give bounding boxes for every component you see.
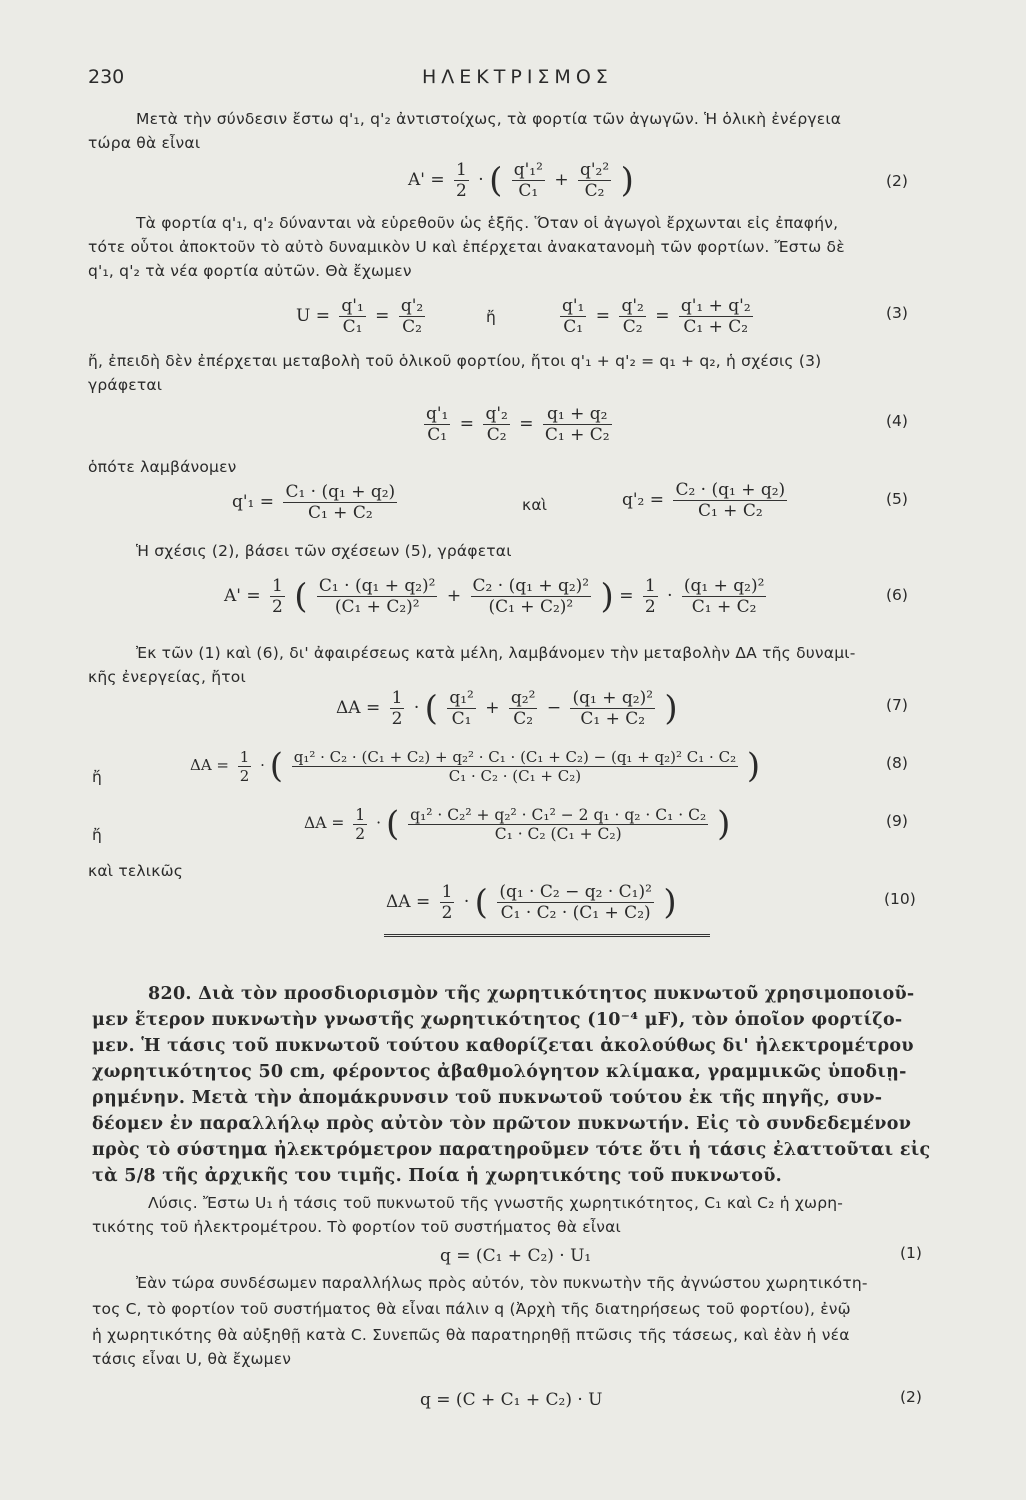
eq-lhs: A' = <box>408 170 445 190</box>
text-line: τος C, τὸ φορτίον τοῦ συστήματος θὰ εἶναι πάλιν q (Ἀρχὴ τῆς διατηρήσεως τοῦ φορτίου), ἐνῷ <box>92 1300 851 1318</box>
text-line: Ἡ σχέσις (2), βάσει τῶν σχέσεων (5), γράφεται <box>136 542 512 560</box>
fraction: $\frac{\text{q'₂}}{\text{C₂}}$ <box>400 296 424 337</box>
text-line: Ἐκ τῶν (1) καὶ (6), δι' ἀφαιρέσεως κατὰ μέλη, λαμβάνομεν τὴν μεταβολὴν ΔΑ τῆς δυναμι- <box>136 644 856 662</box>
equation-7: ΔA = $\frac{1}{2}$ · ( $\frac{\text{q₁²}}{\text{C₁}}$ + $\frac{\text{q₂²}}{\text{C₂}}$ − $\frac{\text{(q₁ + q₂)²}}{\text{C₁ + C₂}}$ ) <box>336 688 678 729</box>
equation-9: ΔA = $\frac{1}{2}$ · ( $\frac{\text{q₁² · C₂² + q₂² · C₁² − 2 q₁ · q₂ · C₁ · C₂}}{\text{C₁ · C₂ (C₁ + C₂)}}$ ) <box>304 804 731 844</box>
result-underline <box>384 934 710 937</box>
text-line: καὶ τελικῶς <box>88 862 184 880</box>
text-line: κῆς ἐνεργείας, ἤτοι <box>88 668 246 686</box>
fraction: $\frac{\text{q'₂}}{\text{C₂}}$ <box>485 404 508 445</box>
fraction: $\frac{\text{q'₁}}{\text{C₁}}$ <box>426 404 449 445</box>
connector-text: ἤ <box>92 826 103 844</box>
running-title: ΗΛΕΚΤΡΙΣΜΟΣ <box>422 66 613 88</box>
text-line: ὁπότε λαμβάνομεν <box>88 458 237 476</box>
equation-2: A' = $\frac{1}{2}$ · ( $\frac{\text{q'₁²}}{\text{C₁}}$ + $\frac{\text{q'₂²}}{\text{C₂}}$ ) <box>408 160 634 201</box>
text-line: ἤ, ἐπειδὴ δὲν ἐπέρχεται μεταβολὴ τοῦ ὁλικοῦ φορτίου, ἤτοι q'₁ + q'₂ = q₁ + q₂, ἡ σχέσις (3) <box>88 352 822 370</box>
problem-line: ρημένην. Μετὰ τὴν ἀπομάκρυνσιν τοῦ πυκνωτοῦ τούτου ἐκ τῆς πηγῆς, συν- <box>92 1088 883 1108</box>
page-number: 230 <box>88 66 125 88</box>
equation-8: ΔA = $\frac{1}{2}$ · ( q₁² · C₂ · (C₁ + C₂) + q₂² · C₁ · (C₁ + C₂) − (q₁ + q₂)² C₁ · C₂ C₁ · C₂ · (C₁ + C₂) ) <box>190 746 761 786</box>
equation-number: (2) <box>886 172 908 190</box>
text-line: τικότης τοῦ ἠλεκτρομέτρου. Τὸ φορτίον τοῦ συστήματος θὰ εἶναι <box>92 1218 622 1236</box>
connector-text: ἤ <box>486 308 497 326</box>
fraction: $\frac{1}{2}$ <box>355 805 366 843</box>
text-line: Μετὰ τὴν σύνδεσιν ἔστω q'₁, q'₂ ἀντιστοίχως, τὰ φορτία τῶν ἀγωγῶν. Ἡ ὁλικὴ ἐνέργεια <box>136 110 842 128</box>
fraction: $\frac{1}{2}$ <box>456 160 467 201</box>
fraction: $\frac{1}{2}$ <box>644 576 656 617</box>
equation-3b: $\frac{\text{q'₁}}{\text{C₁}}$ = $\frac{\text{q'₂}}{\text{C₂}}$ = $\frac{\text{q'₁ + q'₂}}{\text{C₁ + C₂}}$ <box>562 296 751 337</box>
fraction: $\frac{\text{C₁ · (q₁ + q₂)}}{\text{C₁ + C₂}}$ <box>285 482 396 523</box>
fraction: q₁² · C₂ · (C₁ + C₂) + q₂² · C₁ · (C₁ + C₂) − (q₁ + q₂)² C₁ · C₂ C₁ · C₂ · (C₁ + C₂) <box>293 747 737 785</box>
text-line: τώρα θὰ εἶναι <box>88 134 201 152</box>
text-line: ἡ χωρητικότης θὰ αὐξηθῇ κατὰ C. Συνεπῶς θὰ παρατηρηθῇ πτῶσις τῆς τάσεως, καὶ ἐὰν ἡ νέα <box>92 1326 850 1344</box>
equation-number: (4) <box>886 412 908 430</box>
problem-line: χωρητικότητος 50 cm, φέροντος ἀβαθμολόγητον κλίμακα, γραμμικῶς ὑποδιῃ- <box>92 1062 907 1082</box>
fraction: $\frac{\text{q₁²}}{\text{C₁}}$ <box>449 688 474 729</box>
fraction: $\frac{\text{(q₁ · C₂ − q₂ · C₁)²}}{\text{C₁ · C₂ · (C₁ + C₂)}}$ <box>499 882 652 923</box>
fraction: $\frac{\text{C₂ · (q₁ + q₂)²}}{\text{(C₁ + C₂)²}}$ <box>472 576 590 617</box>
equation-6: A' = $\frac{1}{2}$ ( $\frac{\text{C₁ · (q₁ + q₂)²}}{\text{(C₁ + C₂)²}}$ + $\frac{\text{C₂ · (q₁ + q₂)²}}{\text{(C₁ + C₂)²}}$ ) = $\frac{1}{2}$ · $\frac{\text{(q₁ + q₂)²}}{\text{C₁ + C₂}}$ <box>224 576 765 617</box>
solution-equation-2: q = (C + C₁ + C₂) · U <box>420 1390 603 1410</box>
fraction: $\frac{\text{q'₁²}}{\text{C₁}}$ <box>513 160 543 201</box>
fraction: $\frac{1}{2}$ <box>239 747 250 785</box>
fraction: $\frac{\text{C₂ · (q₁ + q₂)}}{\text{C₁ + C₂}}$ <box>675 480 786 521</box>
text-line: τότε οὗτοι ἀποκτοῦν τὸ αὐτὸ δυναμικὸν U καὶ ἐπέρχεται ἀνακατανομὴ τῶν φορτίων. Ἔστω δὲ <box>88 238 845 256</box>
equation-number: (6) <box>886 586 908 604</box>
equation-3a: U = $\frac{\text{q'₁}}{\text{C₁}}$ = $\frac{\text{q'₂}}{\text{C₂}}$ <box>296 296 424 337</box>
problem-line: τὰ 5/8 τῆς ἀρχικῆς του τιμῆς. Ποία ἡ χωρητικότης τοῦ πυκνωτοῦ. <box>92 1166 783 1186</box>
fraction: $\frac{\text{q'₁}}{\text{C₁}}$ <box>562 296 585 337</box>
fraction: $\frac{1}{2}$ <box>272 576 283 617</box>
equation-number: (7) <box>886 696 908 714</box>
equation-10: ΔA = $\frac{1}{2}$ · ( $\frac{\text{(q₁ · C₂ − q₂ · C₁)²}}{\text{C₁ · C₂ · (C₁ + C₂)}}$ ) <box>386 882 677 923</box>
equation-number: (2) <box>900 1388 922 1406</box>
problem-line: δέομεν ἐν παραλλήλῳ πρὸς αὐτὸν τὸν πρῶτον πυκνωτήν. Εἰς τὸ συνδεδεμένον <box>92 1114 912 1134</box>
equation-number: (5) <box>886 490 908 508</box>
problem-line: πρὸς τὸ σύστημα ἠλεκτρόμετρον παρατηροῦμεν τότε ὅτι ἡ τάσις ἐλαττοῦται εἰς <box>92 1140 931 1160</box>
text-line: Τὰ φορτία q'₁, q'₂ δύνανται νὰ εὑρεθοῦν ὡς ἑξῆς. Ὅταν οἱ ἀγωγοὶ ἔρχωνται εἰς ἐπαφήν, <box>136 214 839 232</box>
fraction: $\frac{\text{q₁ + q₂}}{\text{C₁ + C₂}}$ <box>544 404 610 445</box>
fraction: $\frac{\text{q'₂}}{\text{C₂}}$ <box>621 296 644 337</box>
equation-number: (10) <box>884 890 916 908</box>
equation-number: (9) <box>886 812 908 830</box>
fraction: $\frac{\text{q₁² · C₂² + q₂² · C₁² − 2 q₁ · q₂ · C₁ · C₂}}{\text{C₁ · C₂ (C₁ + C₂)}}$ <box>410 805 707 843</box>
connector-text: ἤ <box>92 768 103 786</box>
fraction: $\frac{\text{q₂²}}{\text{C₂}}$ <box>510 688 536 729</box>
text-line: Ἐὰν τώρα συνδέσωμεν παραλλήλως πρὸς αὐτόν, τὸν πυκνωτὴν τῆς ἀγνώστου χωρητικότη- <box>136 1274 868 1292</box>
fraction: $\frac{\text{q'₂²}}{\text{C₂}}$ <box>579 160 610 201</box>
text-line: τάσις εἶναι U, θὰ ἔχωμεν <box>92 1350 292 1368</box>
equation-number: (1) <box>900 1244 922 1262</box>
fraction: $\frac{\text{C₁ · (q₁ + q₂)²}}{\text{(C₁ + C₂)²}}$ <box>318 576 436 617</box>
solution-equation-1: q = (C₁ + C₂) · U₁ <box>440 1246 592 1266</box>
problem-line: μεν. Ἡ τάσις τοῦ πυκνωτοῦ τούτου καθορίζεται ἀκολούθως δι' ἠλεκτρομέτρου <box>92 1036 914 1056</box>
text-line: Λύσις. Ἔστω U₁ ἡ τάσις τοῦ πυκνωτοῦ τῆς γνωστῆς χωρητικότητος, C₁ καὶ C₂ ἡ χωρη- <box>148 1194 844 1212</box>
text-line: γράφεται <box>88 376 163 394</box>
equation-number: (8) <box>886 754 908 772</box>
fraction: $\frac{\text{(q₁ + q₂)²}}{\text{C₁ + C₂}}$ <box>572 688 654 729</box>
fraction: $\frac{\text{(q₁ + q₂)²}}{\text{C₁ + C₂}}$ <box>683 576 765 617</box>
connector-text: καὶ <box>522 496 548 514</box>
equation-5a: q'₁ = $\frac{\text{C₁ · (q₁ + q₂)}}{\text{C₁ + C₂}}$ <box>232 482 396 523</box>
equation-5b: q'₂ = $\frac{\text{C₂ · (q₁ + q₂)}}{\text{C₁ + C₂}}$ <box>622 480 786 521</box>
fraction: $\frac{\text{q'₁ + q'₂}}{\text{C₁ + C₂}}$ <box>680 296 751 337</box>
equation-number: (3) <box>886 304 908 322</box>
equation-4: $\frac{\text{q'₁}}{\text{C₁}}$ = $\frac{\text{q'₂}}{\text{C₂}}$ = $\frac{\text{q₁ + q₂}}{\text{C₁ + C₂}}$ <box>426 404 610 445</box>
problem-line: 820. Διὰ τὸν προσδιορισμὸν τῆς χωρητικότητος πυκνωτοῦ χρησιμοποιοῦ- <box>148 984 915 1004</box>
fraction: $\frac{1}{2}$ <box>391 688 403 729</box>
problem-line: μεν ἕτερον πυκνωτὴν γνωστῆς χωρητικότητος (10⁻⁴ μF), τὸν ὁποῖον φορτίζο- <box>92 1010 903 1030</box>
fraction: $\frac{1}{2}$ <box>441 882 453 923</box>
fraction: $\frac{\text{q'₁}}{\text{C₁}}$ <box>341 296 364 337</box>
text-line: q'₁, q'₂ τὰ νέα φορτία αὐτῶν. Θὰ ἔχωμεν <box>88 262 412 280</box>
